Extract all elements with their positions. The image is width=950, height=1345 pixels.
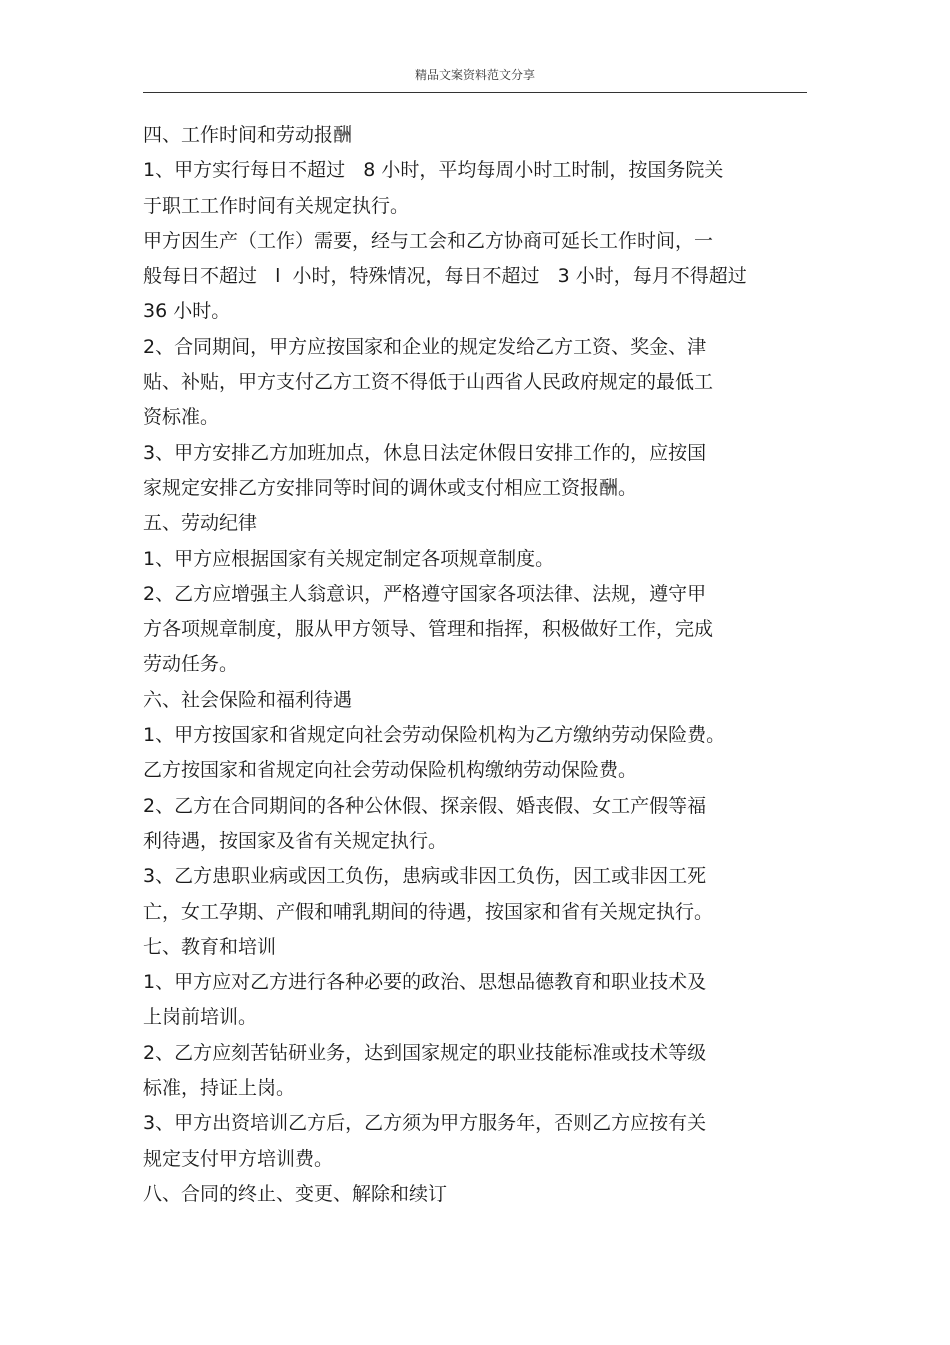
paragraph-line: 36 小时。	[143, 300, 231, 323]
paragraph-line: 1、甲方按国家和省规定向社会劳动保险机构为乙方缴纳劳动保险费。	[143, 724, 726, 747]
paragraph-line: 上岗前培训。	[143, 1006, 258, 1029]
section-heading-4: 四、工作时间和劳动报酬	[143, 124, 353, 146]
paragraph-line: 规定支付甲方培训费。	[143, 1147, 334, 1170]
page-header	[143, 60, 807, 93]
paragraph-line: 2、乙方应增强主人翁意识，严格遵守国家各项法律、法规，遵守甲	[143, 582, 707, 605]
section-heading-5: 五、劳动纪律	[143, 512, 258, 535]
paragraph-line: 1、甲方应根据国家有关规定制定各项规章制度。	[143, 547, 555, 570]
paragraph-line: 标准，持证上岗。	[143, 1077, 296, 1100]
header-title: 精品文案资料范文分享	[414, 68, 535, 82]
paragraph-line: 2、乙方应刻苦钻研业务，达到国家规定的职业技能标准或技术等级	[143, 1041, 707, 1064]
paragraph-line: 1、甲方实行每日不超过 8 小时，平均每周小时工时制，按国务院关	[143, 159, 724, 182]
paragraph-line: 3、甲方出资培训乙方后，乙方须为甲方服务年，否则乙方应按有关	[143, 1112, 707, 1135]
paragraph-line: 家规定安排乙方安排同等时间的调休或支付相应工资报酬。	[143, 476, 638, 499]
paragraph-line: 劳动任务。	[143, 653, 239, 676]
paragraph-line: 贴、补贴，甲方支付乙方工资不得低于山西省人民政府规定的最低工	[143, 371, 714, 394]
paragraph-line: 3、甲方安排乙方加班加点，休息日法定休假日安排工作的，应按国	[143, 441, 707, 464]
paragraph-line: 乙方按国家和省规定向社会劳动保险机构缴纳劳动保险费。	[143, 759, 638, 782]
document-body	[143, 118, 823, 1212]
section-heading-6: 六、社会保险和福利待遇	[143, 688, 353, 711]
paragraph-line: 2、合同期间，甲方应按国家和企业的规定发给乙方工资、奖金、津	[143, 335, 707, 358]
paragraph-line: 方各项规章制度，服从甲方领导、管理和指挥，积极做好工作，完成	[143, 618, 714, 641]
paragraph-line: 3、乙方患职业病或因工负伤，患病或非因工负伤，因工或非因工死	[143, 865, 707, 888]
section-heading-8: 八、合同的终止、变更、解除和续订	[143, 1182, 448, 1205]
paragraph-line: 般每日不超过 l 小时，特殊情况，每日不超过 3 小时，每月不得超过	[143, 265, 747, 288]
paragraph-line: 资标准。	[143, 406, 220, 429]
paragraph-line: 甲方因生产（工作）需要，经与工会和乙方协商可延长工作时间，一	[143, 229, 714, 252]
section-heading-7: 七、教育和培训	[143, 935, 277, 958]
paragraph-line: 1、甲方应对乙方进行各种必要的政治、思想品德教育和职业技术及	[143, 971, 707, 994]
paragraph-line: 利待遇，按国家及省有关规定执行。	[143, 829, 448, 852]
paragraph-line: 于职工工作时间有关规定执行。	[143, 194, 410, 217]
paragraph-line: 2、乙方在合同期间的各种公休假、探亲假、婚丧假、女工产假等福	[143, 794, 707, 817]
paragraph-line: 亡，女工孕期、产假和哺乳期间的待遇，按国家和省有关规定执行。	[143, 900, 714, 923]
